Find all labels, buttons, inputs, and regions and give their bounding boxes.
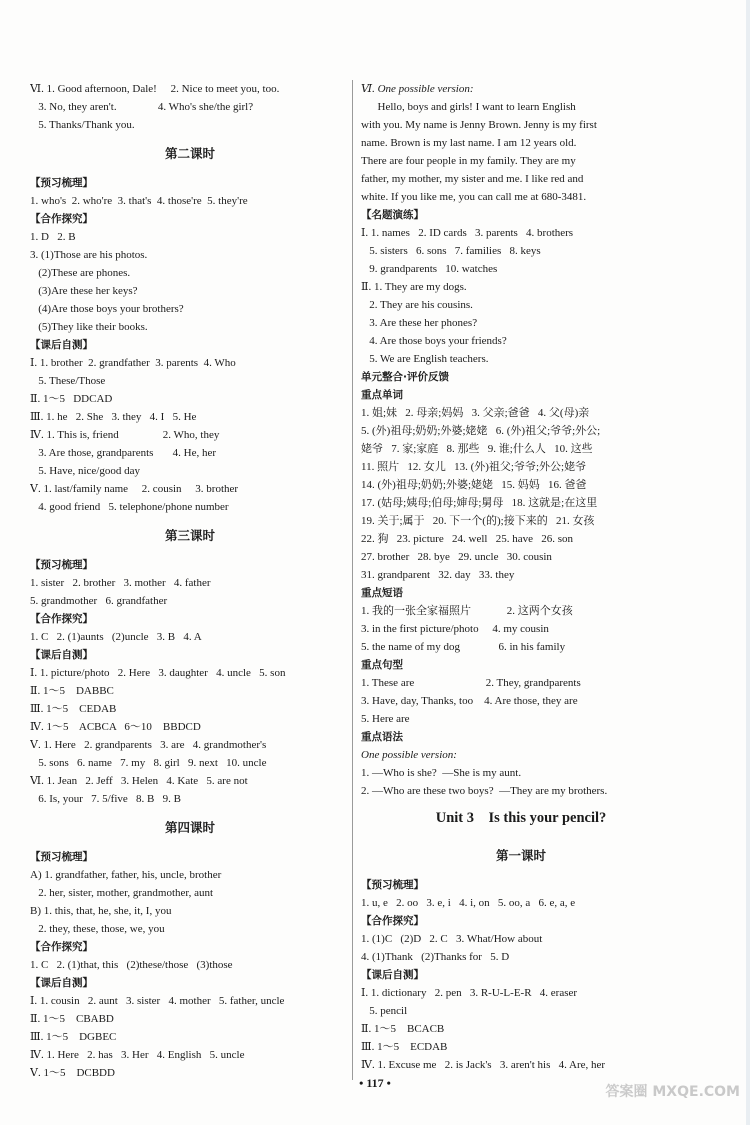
answer-line: 3. No, they aren't. 4. Who's she/the girl?	[30, 101, 254, 113]
answer-line: 2. her, sister, mother, grandmother, aunt	[30, 887, 214, 899]
answer-line: Ⅰ. 1. dictionary 2. pen 3. R-U-L-E-R 4. eraser	[361, 987, 578, 999]
section-heading: 【合作探究】	[361, 915, 424, 927]
answer-line: Ⅰ. 1. cousin 2. aunt 3. sister 4. mother 5. father, uncle	[30, 995, 285, 1007]
answer-line: 1. C 2. (1)that, this (2)these/those (3)those	[30, 959, 233, 971]
answer-line: Hello, boys and girls! I want to learn English	[361, 101, 576, 113]
answer-line: Ⅳ. 1. Here 2. has 3. Her 4. English 5. uncle	[30, 1049, 245, 1061]
section-heading: 【合作探究】	[30, 213, 93, 225]
answer-line: 22. 狗 23. picture 24. well 25. have 26. son	[361, 533, 574, 545]
answer-line: Ⅳ. 1～5 ACBCA 6～10 BBDCD	[30, 721, 201, 733]
section-heading: 【预习梳理】	[361, 879, 424, 891]
answer-line: Ⅱ. 1～5 BCACB	[361, 1023, 445, 1035]
answer-line: 5. pencil	[361, 1005, 408, 1017]
section-heading: 【预习梳理】	[30, 177, 93, 189]
answer-line: 1. who's 2. who're 3. that's 4. those're 5. they're	[30, 195, 248, 207]
section-heading: 重点短语	[361, 587, 403, 599]
answer-line: 3. Are those, grandparents 4. He, her	[30, 447, 217, 459]
answer-line: Ⅰ. 1. brother 2. grandfather 3. parents 4. Who	[30, 357, 236, 369]
section-heading: 重点单词	[361, 389, 403, 401]
answer-line: white. If you like me, you can call me at 680-3481.	[361, 191, 587, 203]
answer-line: A) 1. grandfather, father, his, uncle, brother	[30, 869, 222, 881]
answer-line: 姥爷 7. 家;家庭 8. 那些 9. 谁;什么人 10. 这些	[361, 443, 593, 455]
answer-line: Ⅰ. 1. picture/photo 2. Here 3. daughter 4. uncle 5. son	[30, 667, 286, 679]
answer-line: Ⅲ. 1. he 2. She 3. they 4. I 5. He	[30, 411, 197, 423]
answer-line: 5. the name of my dog 6. in his family	[361, 641, 566, 653]
answer-line: 17. (姑母;姨母;伯母;婶母;舅母 18. 这就是;在这里	[361, 497, 598, 509]
answer-line: 1. sister 2. brother 3. mother 4. father	[30, 577, 211, 589]
answer-line: 1. D 2. B	[30, 231, 76, 243]
section-heading: 【名题演练】	[361, 209, 424, 221]
section-heading: 【预习梳理】	[30, 851, 93, 863]
answer-line: 1. u, e 2. oo 3. e, i 4. i, on 5. oo, a 6. e, a, e	[361, 897, 576, 909]
answer-line: 5. These/Those	[30, 375, 106, 387]
answer-line: father, my mother, my sister and me. I like red and	[361, 173, 584, 185]
answer-line: 1. —Who is she? —She is my aunt.	[361, 767, 522, 779]
answer-line: 4. good friend 5. telephone/phone number	[30, 501, 229, 513]
section-heading: 【预习梳理】	[30, 559, 93, 571]
left-column	[30, 80, 350, 1082]
answer-line: (4)Are those boys your brothers?	[30, 303, 184, 315]
section-heading: 【合作探究】	[30, 613, 93, 625]
answer-line: Ⅳ. 1. This is, friend 2. Who, they	[30, 429, 220, 441]
section-heading: 单元整合·评价反馈	[361, 371, 449, 383]
answer-line: 3. Have, day, Thanks, too 4. Are those, they are	[361, 695, 578, 707]
answer-line: (3)Are these her keys?	[30, 285, 138, 297]
answer-line: 5. Have, nice/good day	[30, 465, 140, 477]
answer-line: 5. Thanks/Thank you.	[30, 119, 135, 131]
answer-line: Ⅵ. One possible version:	[361, 83, 474, 95]
answer-line: name. Brown is my last name. I am 12 years old.	[361, 137, 577, 149]
answer-line: There are four people in my family. They are my	[361, 155, 576, 167]
answer-line: 6. Is, your 7. 5/five 8. B 9. B	[30, 793, 181, 805]
section-heading: 重点语法	[361, 731, 403, 743]
answer-line: 2. they, these, those, we, you	[30, 923, 165, 935]
answer-line: Ⅲ. 1～5 CEDAB	[30, 703, 117, 715]
answer-line: Ⅱ. 1～5 DABBC	[30, 685, 114, 697]
answer-line: 1. (1)C (2)D 2. C 3. What/How about	[361, 933, 543, 945]
answer-line: 5. sons 6. name 7. my 8. girl 9. next 10. uncle	[30, 757, 267, 769]
answer-line: 19. 关于;属于 20. 下一个(的);接下来的 21. 女孩	[361, 515, 595, 527]
answer-line: B) 1. this, that, he, she, it, I, you	[30, 905, 172, 917]
answer-line: 5. We are English teachers.	[361, 353, 489, 365]
answer-line: 9. grandparents 10. watches	[361, 263, 498, 275]
answer-line: 27. brother 28. bye 29. uncle 30. cousin	[361, 551, 552, 563]
answer-line: Ⅱ. 1. They are my dogs.	[361, 281, 467, 293]
page-edge	[746, 0, 750, 1125]
answer-line: 5. grandmother 6. grandfather	[30, 595, 168, 607]
unit-title: Unit 3 Is this your pencil?	[435, 810, 607, 826]
lesson-title: 第三课时	[164, 528, 215, 543]
answer-line: (5)They like their books.	[30, 321, 148, 333]
answer-line: 5. (外)祖母;奶奶;外婆;姥姥 6. (外)祖父;爷爷;外公;	[361, 425, 601, 437]
answer-line: 11. 照片 12. 女儿 13. (外)祖父;爷爷;外公;姥爷	[361, 461, 587, 473]
answer-line: 4. (1)Thank (2)Thanks for 5. D	[361, 951, 510, 963]
answer-line: 5. Here are	[361, 713, 410, 725]
section-heading: 【课后自测】	[361, 969, 424, 981]
answer-line: 1. 我的一张全家福照片 2. 这两个女孩	[361, 605, 573, 617]
section-heading: 【课后自测】	[30, 649, 93, 661]
section-heading: 重点句型	[361, 659, 403, 671]
answer-line: 4. Are those boys your friends?	[361, 335, 507, 347]
answer-line: Ⅲ. 1～5 ECDAB	[361, 1041, 448, 1053]
section-heading: 【课后自测】	[30, 977, 93, 989]
answer-line: One possible version:	[361, 749, 457, 761]
answer-line: 2. They are his cousins.	[361, 299, 473, 311]
watermark-logo: 答案圈 MXQE.COM	[605, 1084, 740, 1100]
answer-line: Ⅵ. 1. Jean 2. Jeff 3. Helen 4. Kate 5. are not	[30, 775, 248, 787]
answer-line: Ⅴ. 1～5 DCBDD	[30, 1067, 115, 1079]
page-number: • 117 •	[359, 1076, 391, 1090]
answer-line: Ⅵ. 1. Good afternoon, Dale! 2. Nice to meet you, too.	[30, 83, 280, 95]
answer-line: 1. C 2. (1)aunts (2)uncle 3. B 4. A	[30, 631, 202, 643]
answer-line: Ⅰ. 1. names 2. ID cards 3. parents 4. brothers	[361, 227, 574, 239]
answer-line: (2)These are phones.	[30, 267, 131, 279]
lesson-title: 第二课时	[164, 146, 215, 161]
answer-line: Ⅲ. 1～5 DGBEC	[30, 1031, 117, 1043]
answer-line: Ⅱ. 1～5 DDCAD	[30, 393, 113, 405]
answer-line: 3. (1)Those are his photos.	[30, 249, 148, 261]
lesson-title: 第四课时	[164, 820, 215, 835]
section-heading: 【合作探究】	[30, 941, 93, 953]
right-column	[352, 80, 681, 1080]
answer-line: Ⅴ. 1. last/family name 2. cousin 3. brother	[30, 483, 239, 495]
answer-line: 5. sisters 6. sons 7. families 8. keys	[361, 245, 541, 257]
answer-line: 14. (外)祖母;奶奶;外婆;姥姥 15. 妈妈 16. 爸爸	[361, 479, 587, 491]
answer-line: with you. My name is Jenny Brown. Jenny is my first	[361, 119, 597, 131]
answer-line: 2. —Who are these two boys? —They are my brothers.	[361, 785, 608, 797]
answer-line: 1. 姐;妹 2. 母亲;妈妈 3. 父亲;爸爸 4. 父(母)亲	[361, 407, 590, 419]
answer-line: 1. These are 2. They, grandparents	[361, 677, 581, 689]
lesson-title: 第一课时	[495, 848, 546, 863]
answer-line: 31. grandparent 32. day 33. they	[361, 569, 515, 581]
answer-line: 3. in the first picture/photo 4. my cousin	[361, 623, 549, 635]
answer-line: 3. Are these her phones?	[361, 317, 478, 329]
answer-line: Ⅱ. 1～5 CBABD	[30, 1013, 114, 1025]
section-heading: 【课后自测】	[30, 339, 93, 351]
answer-line: Ⅳ. 1. Excuse me 2. is Jack's 3. aren't his 4. Are, her	[361, 1059, 606, 1071]
answer-line: Ⅴ. 1. Here 2. grandparents 3. are 4. grandmother's	[30, 739, 267, 751]
